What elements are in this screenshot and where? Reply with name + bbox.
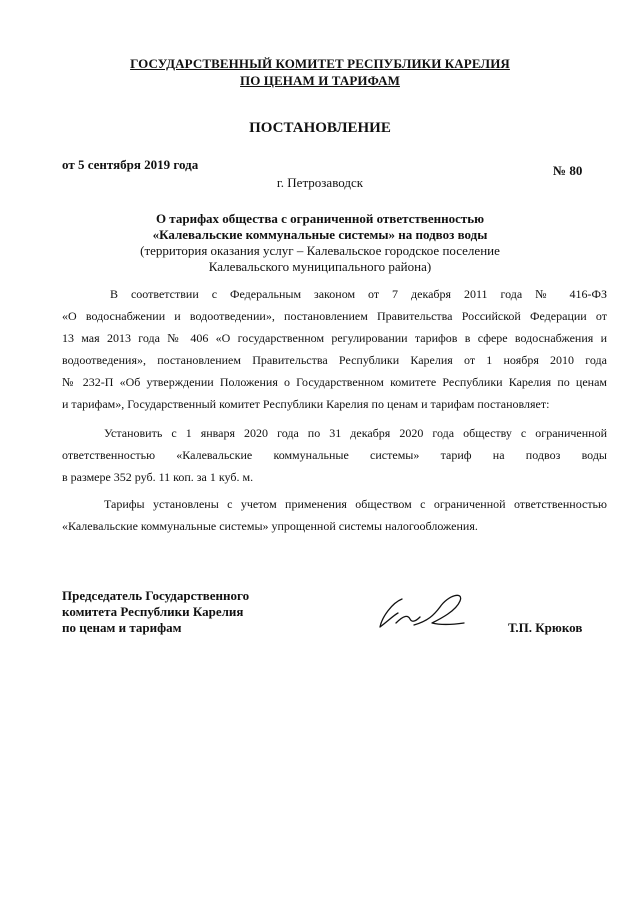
document-city: г. Петрозаводск xyxy=(276,175,364,190)
handwritten-signature xyxy=(374,585,474,635)
paragraph-2-line-2: ответственностью «Калевальские коммунальные системы» тариф на подвоз воды xyxy=(62,448,607,462)
paragraph-1-line-4: водоотведения», постановлением Правительства Республики Карелия от 1 ноября 2010 года xyxy=(62,353,607,367)
subject-line-2: «Калевальские коммунальные системы» на подвоз воды xyxy=(152,227,488,242)
org-header-line-2: ПО ЦЕНАМ И ТАРИФАМ xyxy=(240,73,400,88)
paragraph-2-line-3: в размере 352 руб. 11 коп. за 1 куб. м. xyxy=(62,470,254,484)
paragraph-1-line-2: «О водоснабжении и водоотведении», постановлением Правительства Российской Федерации от xyxy=(62,309,607,323)
paragraph-1-line-3: 13 мая 2013 года № 406 «О государственном регулировании тарифов в сфере водоснабжения и xyxy=(62,331,607,345)
paragraph-1-line-6: и тарифам», Государственный комитет Республики Карелия по ценам и тарифам постановляет: xyxy=(62,397,550,411)
document-type-title: ПОСТАНОВЛЕНИЕ xyxy=(249,120,391,136)
paragraph-3-line-2: «Калевальские коммунальные системы» упрощенной системы налогообложения. xyxy=(62,519,478,533)
subject-line-3: (территория оказания услуг – Калевальское городское поселение xyxy=(140,243,500,258)
subject-line-4: Калевальского муниципального района) xyxy=(208,259,432,274)
paragraph-1-line-5: № 232-П «Об утверждении Положения о Государственном комитете Республики Карелия по ценам xyxy=(62,375,607,389)
paragraph-1-line-1: В соответствии с Федеральным законом от 7 декабря 2011 года № 416-ФЗ xyxy=(110,287,607,301)
paragraph-3-line-1: Тарифы установлены с учетом применения обществом с ограниченной ответственностью xyxy=(104,497,607,511)
signatory-position-line-2: комитета Республики Карелия xyxy=(62,604,244,619)
signatory-position-line-3: по ценам и тарифам xyxy=(62,620,182,635)
document-number: № 80 xyxy=(553,163,583,178)
subject-line-1: О тарифах общества с ограниченной ответственностью xyxy=(155,211,485,226)
signatory-name: Т.П. Крюков xyxy=(508,620,583,635)
paragraph-2-line-1: Установить с 1 января 2020 года по 31 декабря 2020 года обществу с ограниченной xyxy=(104,426,607,440)
document-date: от 5 сентября 2019 года xyxy=(62,157,199,172)
signatory-position-line-1: Председатель Государственного xyxy=(62,588,250,603)
org-header-line-1: ГОСУДАРСТВЕННЫЙ КОМИТЕТ РЕСПУБЛИКИ КАРЕЛИЯ xyxy=(130,56,510,71)
